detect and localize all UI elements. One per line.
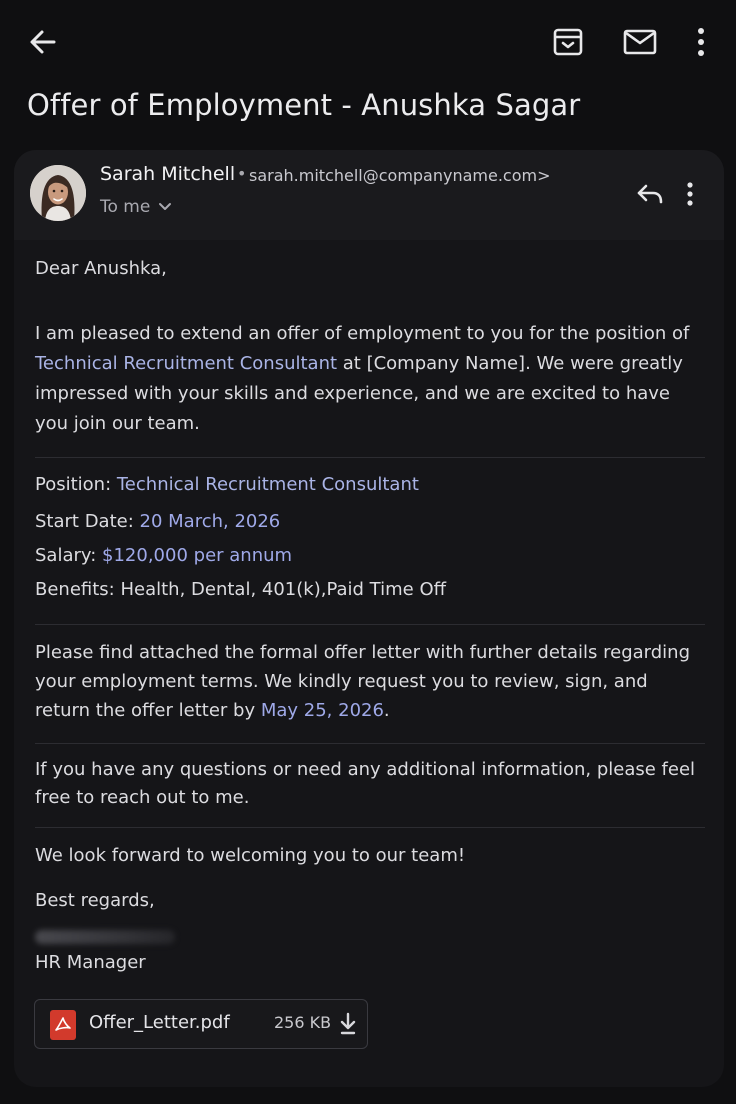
intro-text-a: I am pleased to extend an offer of employment to you for the position of — [35, 323, 690, 344]
intro-text-b: at [Company Name]. We were greatly impressed with your skills and experience, and we are excited to have you join our team. — [35, 353, 683, 434]
arrow-left-icon — [28, 27, 58, 57]
intro-paragraph — [35, 319, 705, 439]
regards-line: Best regards, — [35, 890, 155, 911]
message-more-button[interactable] — [668, 172, 712, 216]
attached-text-a: Please find attached the formal offer letter with further details regarding your employment terms. We kindly request you to review, sign, and return the offer letter by — [35, 642, 690, 721]
divider — [35, 624, 705, 625]
email-subject: Offer of Employment - Anushka Sagar — [27, 88, 581, 122]
divider — [35, 743, 705, 744]
detail-start-date — [35, 507, 705, 537]
archive-icon — [552, 26, 584, 58]
more-vertical-icon — [686, 181, 694, 207]
recipient-label: To me — [100, 197, 151, 217]
recipient-toggle[interactable] — [100, 197, 172, 217]
download-button[interactable] — [337, 1010, 359, 1038]
reply-icon — [636, 182, 664, 206]
more-options-button[interactable] — [679, 20, 723, 64]
sender-avatar[interactable] — [30, 165, 86, 221]
detail-benefits — [35, 575, 705, 605]
more-vertical-icon — [696, 27, 706, 57]
greeting: Dear Anushka, — [35, 258, 167, 279]
signer-title: HR Manager — [35, 952, 146, 973]
email-header — [14, 150, 724, 240]
detail-position — [35, 470, 705, 500]
sender-name[interactable]: Sarah Mitchell — [100, 163, 236, 185]
intro-position: Technical Recruitment Consultant — [35, 353, 338, 374]
deadline-date: May 25, 2026 — [260, 700, 384, 721]
salary-label: Salary: — [35, 545, 103, 566]
position-value: Technical Recruitment Consultant — [116, 474, 419, 495]
closing-line: We look forward to welcoming you to our team! — [35, 845, 466, 866]
divider — [35, 457, 705, 458]
position-label: Position: — [35, 474, 117, 495]
chevron-down-icon — [158, 202, 172, 212]
attachment-paragraph — [35, 638, 705, 725]
attached-text-b: . — [383, 700, 390, 721]
redacted-signature — [35, 930, 175, 944]
top-toolbar — [0, 0, 736, 84]
download-icon — [339, 1012, 357, 1036]
mark-unread-button[interactable] — [618, 20, 662, 64]
email-card — [14, 150, 724, 1087]
divider — [35, 827, 705, 828]
archive-button[interactable] — [546, 20, 590, 64]
benefits-label: Benefits: — [35, 579, 121, 600]
reply-button[interactable] — [628, 172, 672, 216]
benefits-value: Health, Dental, 401(k),Paid Time Off — [120, 579, 447, 600]
back-button[interactable] — [21, 20, 65, 64]
detail-salary — [35, 541, 705, 571]
attachment-chip[interactable] — [34, 999, 368, 1049]
sender-separator: • — [237, 164, 247, 183]
start-label: Start Date: — [35, 511, 140, 532]
sender-email[interactable]: sarah.mitchell@companyname.com> — [249, 166, 551, 185]
salary-value: $120,000 per annum — [102, 545, 293, 566]
attachment-name: Offer_Letter.pdf — [89, 1012, 230, 1033]
attachment-size: 256 KB — [274, 1013, 332, 1032]
person-avatar-icon — [30, 165, 86, 221]
start-value: 20 March, 2026 — [139, 511, 281, 532]
pdf-file-icon — [50, 1010, 76, 1040]
mail-icon — [623, 27, 657, 57]
questions-paragraph: If you have any questions or need any additional information, please feel free to reach out to me. — [35, 759, 696, 808]
